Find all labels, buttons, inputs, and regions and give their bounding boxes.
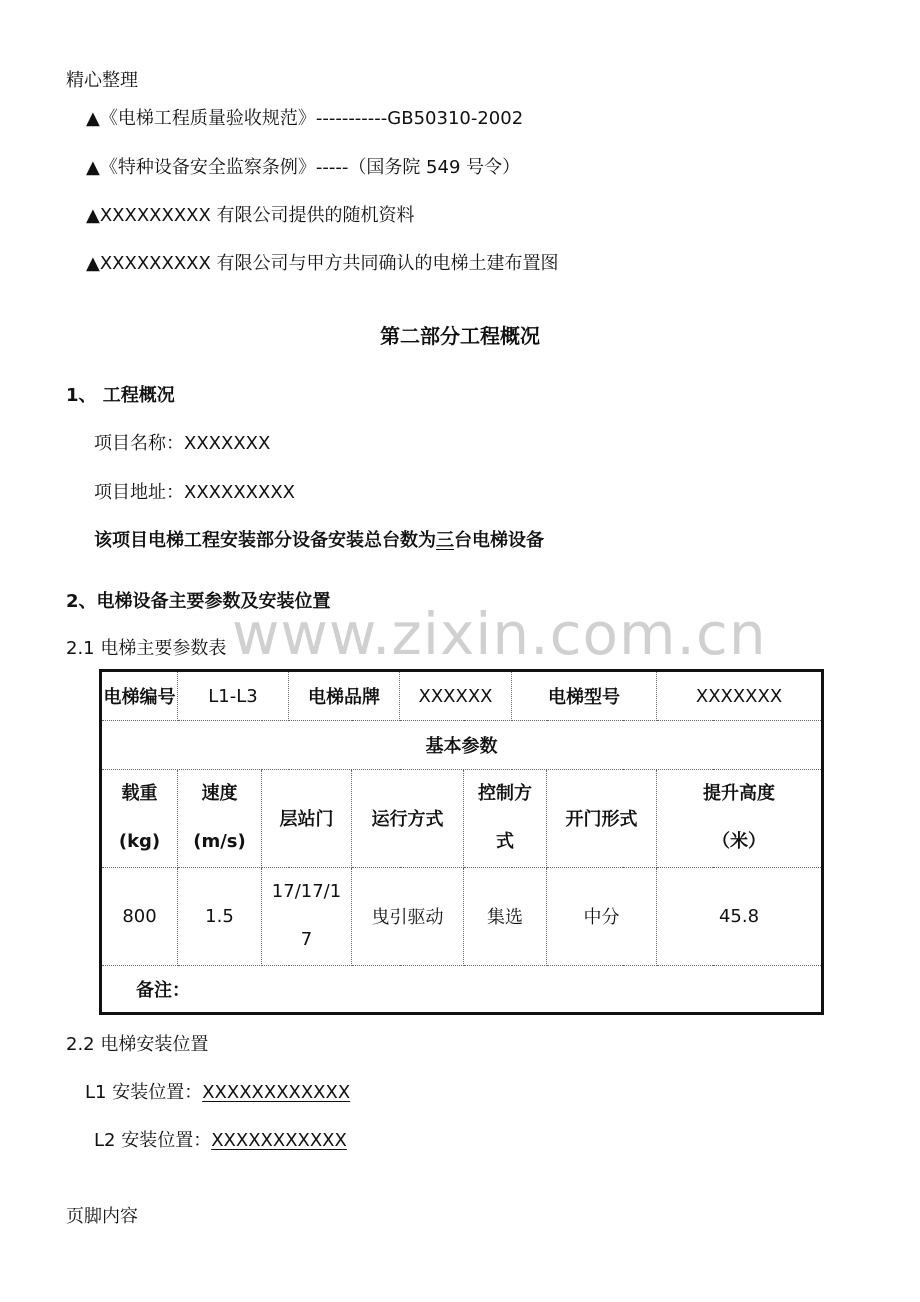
summary-text: 台电梯设备 xyxy=(454,530,544,551)
height-header-line2: （米） xyxy=(712,831,767,853)
elevator-brand-label: 电梯品牌 xyxy=(289,671,400,721)
section-title: 第二部分工程概况 xyxy=(380,324,540,348)
project-summary xyxy=(94,526,544,552)
elevator-model-value: XXXXXXX xyxy=(657,671,823,721)
load-header-line2: (kg) xyxy=(118,831,161,853)
reference-line: ▲XXXXXXXXX 有限公司提供的随机资料 xyxy=(86,205,415,226)
l1-location-value: XXXXXXXXXXXX xyxy=(202,1082,351,1103)
control-header-line1: 控制方 xyxy=(478,783,532,805)
elevator-number-label: 电梯编号 xyxy=(101,671,178,721)
floors-value xyxy=(262,867,352,965)
page-header: 精心整理 xyxy=(66,70,138,91)
speed-header xyxy=(178,769,262,867)
l2-location-label: L2 安装位置： xyxy=(94,1130,212,1151)
drive-value: 曳引驱动 xyxy=(352,867,464,965)
table-row xyxy=(101,671,823,721)
door-header: 开门形式 xyxy=(547,769,657,867)
watermark: www.zixin.com.cn xyxy=(232,600,767,668)
load-header-line1: 载重 xyxy=(121,783,158,805)
table-row xyxy=(101,721,823,769)
height-header-line1: 提升高度 xyxy=(703,783,776,805)
elevator-params-table xyxy=(99,669,824,1015)
speed-value: 1.5 xyxy=(178,867,262,965)
load-value: 800 xyxy=(101,867,178,965)
reference-line: ▲《电梯工程质量验收规范》-----------GB50310-2002 xyxy=(86,108,524,129)
door-value: 中分 xyxy=(547,867,657,965)
control-header xyxy=(464,769,547,867)
l2-location xyxy=(94,1126,347,1152)
speed-header-line2: (m/s) xyxy=(193,831,246,853)
project-name: 项目名称：XXXXXXX xyxy=(94,433,271,454)
location-heading: 2.2 电梯安装位置 xyxy=(66,1034,209,1055)
elevator-number-value: L1-L3 xyxy=(178,671,289,721)
basic-params-header: 基本参数 xyxy=(101,721,823,769)
floors-value-line2: 7 xyxy=(300,929,313,951)
table-row xyxy=(101,867,823,965)
l2-location-value: XXXXXXXXXXX xyxy=(211,1130,347,1151)
load-header xyxy=(101,769,178,867)
table-row xyxy=(101,769,823,867)
control-header-line2: 式 xyxy=(496,831,514,853)
elevator-model-label: 电梯型号 xyxy=(512,671,657,721)
l1-location xyxy=(85,1078,350,1104)
height-header xyxy=(657,769,823,867)
control-value: 集选 xyxy=(464,867,547,965)
summary-text: 该项目电梯工程安装部分设备安装总台数为 xyxy=(94,530,436,551)
table-caption: 2.1 电梯主要参数表 xyxy=(66,638,227,659)
floors-header: 层站门 xyxy=(262,769,352,867)
l1-location-label: L1 安装位置： xyxy=(85,1082,203,1103)
project-address: 项目地址：XXXXXXXXX xyxy=(94,482,295,503)
height-value: 45.8 xyxy=(657,867,823,965)
remarks-cell: 备注： xyxy=(101,965,823,1013)
table-row xyxy=(101,965,823,1013)
floors-value-line1: 17/17/1 xyxy=(271,881,342,903)
reference-line: ▲XXXXXXXXX 有限公司与甲方共同确认的电梯土建布置图 xyxy=(86,253,559,274)
summary-count: 三 xyxy=(436,530,454,551)
speed-header-line1: 速度 xyxy=(201,783,238,805)
page-footer: 页脚内容 xyxy=(66,1206,138,1227)
reference-line: ▲《特种设备安全监察条例》-----（国务院 549 号令） xyxy=(86,157,521,178)
elevator-brand-value: XXXXXX xyxy=(400,671,512,721)
params-heading: 2、电梯设备主要参数及安装位置 xyxy=(66,591,331,612)
drive-header: 运行方式 xyxy=(352,769,464,867)
overview-heading: 1、 工程概况 xyxy=(66,385,175,406)
